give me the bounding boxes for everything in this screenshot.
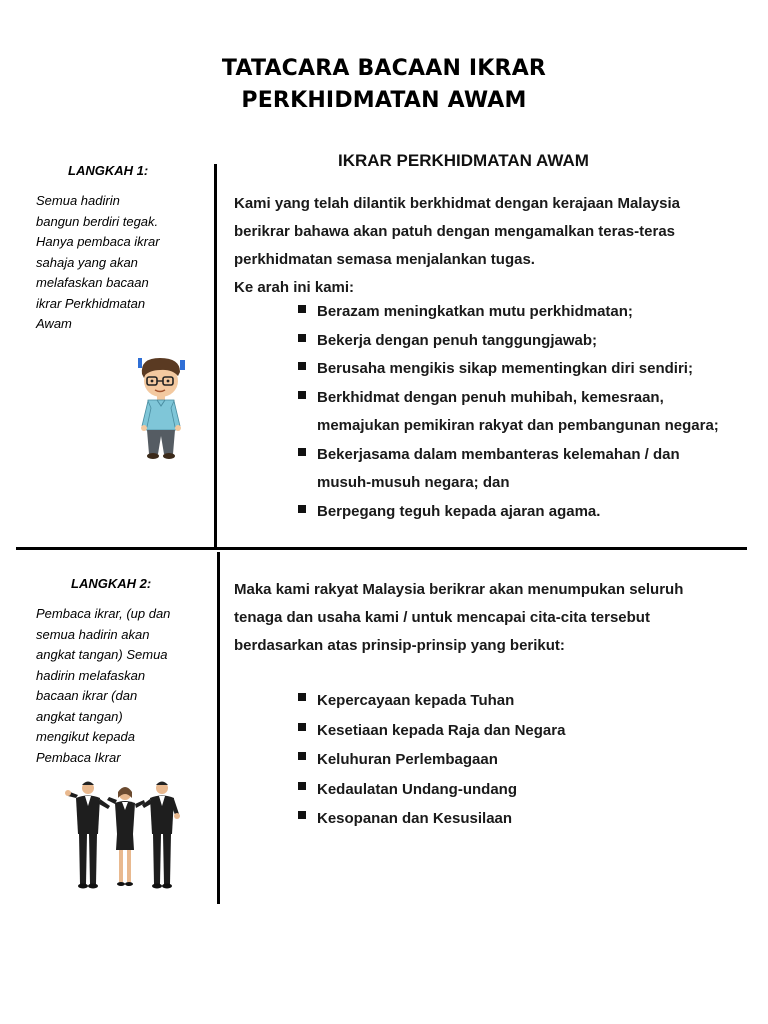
pledge-item <box>297 384 719 441</box>
bullet-square-icon <box>298 782 306 790</box>
principles-intro-line: tenaga dan usaha kami / untuk mencapai cita-cita tersebut <box>234 609 650 626</box>
pledge-intro-line: Ke arah ini kami: <box>234 279 355 296</box>
step2-line: angkat tangan) Semua <box>36 647 168 662</box>
step2-line: Pembaca ikrar, (up dan <box>36 606 171 621</box>
pledge-intro <box>234 190 680 302</box>
principle-item-text: Kesopanan dan Kesusilaan <box>317 810 513 827</box>
bullet-square-icon <box>298 362 306 370</box>
step2-line: semua hadirin akan <box>36 626 150 642</box>
principle-item <box>297 745 565 775</box>
principle-item-text: Keluhuran Perlembagaan <box>317 751 498 768</box>
bullet-square-icon <box>298 305 306 313</box>
bullet-square-icon <box>298 811 306 819</box>
step1-description <box>36 191 160 335</box>
bullet-square-icon <box>298 723 306 731</box>
step1-line: Hanya pembaca ikrar <box>36 234 160 249</box>
pledge-intro-line: perkhidmatan semasa menjalankan tugas. <box>234 251 535 268</box>
principle-item <box>297 716 565 746</box>
column-divider-top <box>214 164 217 550</box>
pledge-item-text: Bekerjasama dalam membanteras kelemahan / dan <box>317 445 680 463</box>
step2-line: angkat tangan) <box>36 708 123 724</box>
pledge-item-text: Bekerja dengan penuh tanggungjawab; <box>317 331 598 349</box>
bullet-square-icon <box>298 448 306 456</box>
step2-line: hadirin melafaskan <box>36 667 146 683</box>
pledge-item-text: Berusaha mengikis sikap mementingkan diri sendiri; <box>317 360 693 377</box>
row-divider <box>16 547 747 550</box>
pledge-title: IKRAR PERKHIDMATAN AWAM <box>338 151 589 170</box>
principle-item-text: Kedaulatan Undang-undang <box>317 780 517 798</box>
bullet-square-icon <box>298 693 306 701</box>
pledge-item <box>297 327 719 356</box>
step1-line: melafaskan bacaan <box>36 275 149 290</box>
bullet-square-icon <box>298 752 306 760</box>
pledge-item-text: Berazam meningkatkan mutu perkhidmatan; <box>317 303 633 320</box>
step2-description <box>36 604 170 768</box>
pledge-intro-line: berikrar bahawa akan patuh dengan mengamalkan teras-teras <box>234 223 675 240</box>
principle-item <box>297 775 565 805</box>
principles-intro <box>234 576 683 660</box>
step2-heading: LANGKAH 2: <box>71 576 152 591</box>
column-divider-bottom <box>217 552 220 904</box>
principles-intro-line: berdasarkan atas prinsip-prinsip yang berikut: <box>234 637 565 654</box>
step1-line: sahaja yang akan <box>36 254 138 270</box>
pledge-list <box>297 298 719 526</box>
step1-line: bangun berdiri tegak. <box>36 213 159 229</box>
pledge-item-text-continued: memajukan pemikiran rakyat dan pembangunan negara; <box>317 417 719 434</box>
step1-line: Awam <box>36 316 72 331</box>
step1-line: Semua hadirin <box>36 193 120 208</box>
pledge-item <box>297 355 719 384</box>
principle-item-text: Kesetiaan kepada Raja dan Negara <box>317 721 566 739</box>
people-pledging-icon <box>62 778 184 890</box>
page-title-line-1: TATACARA BACAAN IKRAR <box>221 56 547 81</box>
principles-list <box>297 686 565 834</box>
pledge-intro-line: Kami yang telah dilantik berkhidmat dengan kerajaan Malaysia <box>234 195 680 212</box>
step2-line: bacaan ikrar (dan <box>36 688 138 703</box>
principle-item <box>297 804 565 834</box>
pledge-item-text: Berpegang teguh kepada ajaran agama. <box>317 502 601 520</box>
step2-line: mengikut kepada <box>36 729 136 744</box>
bullet-square-icon <box>298 334 306 342</box>
bullet-square-icon <box>298 391 306 399</box>
page-title-line-2: PERKHIDMATAN AWAM <box>241 88 527 113</box>
pledge-item <box>297 441 719 498</box>
pledge-item-text: Berkhidmat dengan penuh muhibah, kemesraan, <box>317 388 664 406</box>
step2-line: Pembaca Ikrar <box>36 749 121 765</box>
principle-item <box>297 686 565 716</box>
bullet-square-icon <box>298 505 306 513</box>
step1-line: ikrar Perkhidmatan <box>36 295 146 311</box>
principle-item-text: Kepercayaan kepada Tuhan <box>317 692 515 709</box>
cartoon-man-icon <box>134 356 190 462</box>
pledge-item <box>297 498 719 527</box>
pledge-item-text-continued: musuh-musuh negara; dan <box>317 474 510 491</box>
pledge-item <box>297 298 719 327</box>
principles-intro-line: Maka kami rakyat Malaysia berikrar akan menumpukan seluruh <box>234 581 684 598</box>
step1-heading: LANGKAH 1: <box>68 163 149 178</box>
